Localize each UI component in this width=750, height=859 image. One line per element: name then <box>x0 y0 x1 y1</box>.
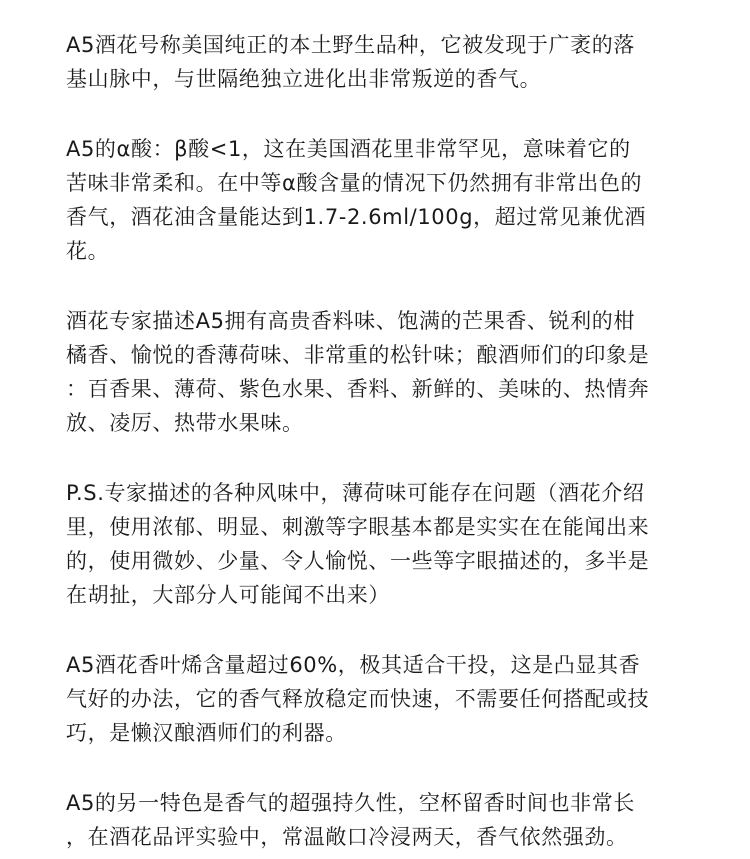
text-line: ：百香果、薄荷、紫色水果、香料、新鲜的、美味的、热情奔 <box>66 377 650 401</box>
text-line: 橘香、愉悦的香薄荷味、非常重的松针味；酿酒师们的印象是 <box>66 343 650 367</box>
text-line: 苦味非常柔和。在中等α酸含量的情况下仍然拥有非常出色的 <box>66 171 643 195</box>
text-line: A5的另一特色是香气的超强持久性，空杯留香时间也非常长 <box>66 791 635 815</box>
text-line: P.S.专家描述的各种风味中，薄荷味可能存在问题（酒花介绍 <box>66 481 645 505</box>
text-line: A5酒花香叶烯含量超过60%，极其适合干投，这是凸显其香 <box>66 653 641 677</box>
text-line: 花。 <box>66 239 110 263</box>
text-line: 酒花专家描述A5拥有高贵香料味、饱满的芒果香、锐利的柑 <box>66 309 635 333</box>
text-line: 放、凌厉、热带水果味。 <box>66 411 304 435</box>
paragraph-persistence <box>66 786 676 854</box>
text-line: 在胡扯，大部分人可能闻不出来） <box>66 583 390 607</box>
paragraph-flavor-description <box>66 304 676 440</box>
text-line: 香气，酒花油含量能达到1.7-2.6ml/100g，超过常见兼优酒 <box>66 205 646 229</box>
text-line: ，在酒花品评实验中，常温敞口冷浸两天，香气依然强劲。 <box>66 825 628 849</box>
text-line: 的，使用微妙、少量、令人愉悦、一些等字眼描述的，多半是 <box>66 549 650 573</box>
text-line: A5的α酸：β酸<1，这在美国酒花里非常罕见，意味着它的 <box>66 137 631 161</box>
text-line: 巧，是懒汉酿酒师们的利器。 <box>66 721 347 745</box>
text-line: 基山脉中，与世隔绝独立进化出非常叛逆的香气。 <box>66 67 542 91</box>
paragraph-myrcene <box>66 648 676 750</box>
paragraph-acid-ratio <box>66 132 676 268</box>
paragraph-ps-note <box>66 476 676 612</box>
text-line: A5酒花号称美国纯正的本土野生品种，它被发现于广袤的落 <box>66 33 635 57</box>
text-line: 气好的办法，它的香气释放稳定而快速，不需要任何搭配或技 <box>66 687 650 711</box>
paragraph-origin <box>66 28 676 96</box>
text-line: 里，使用浓郁、明显、刺激等字眼基本都是实实在在能闻出来 <box>66 515 650 539</box>
